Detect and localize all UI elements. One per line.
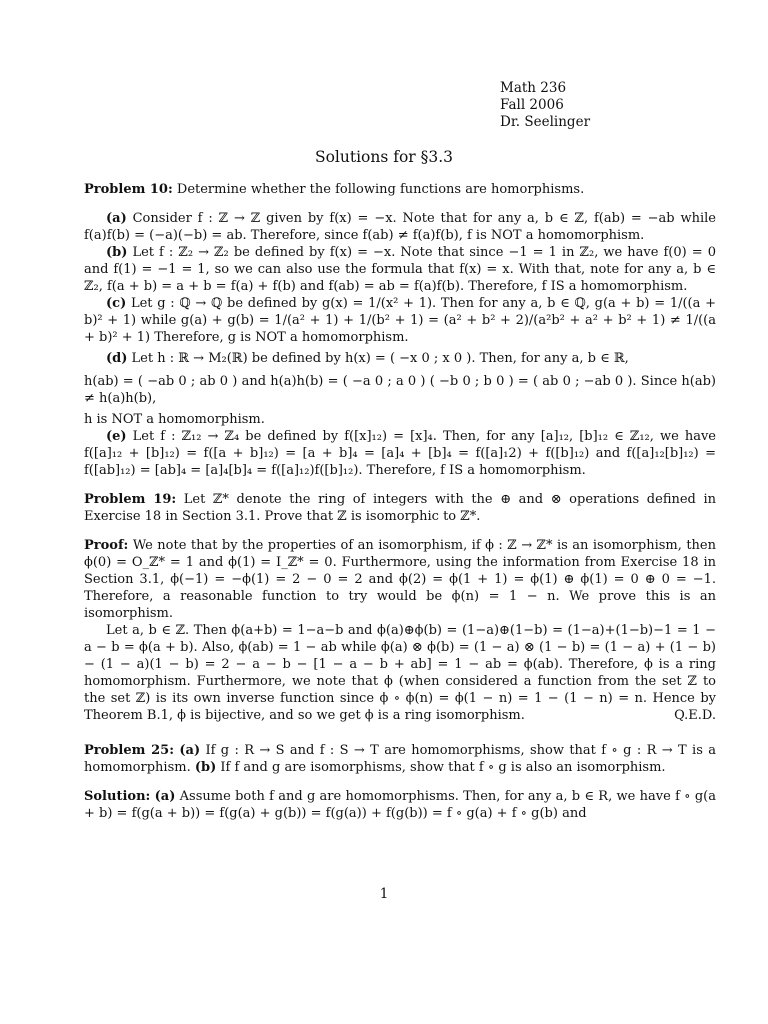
problem-10a: (a) Consider f : ℤ → ℤ given by f(x) = −x. Note that for any a, b ∈ ℤ, f(ab) = −ab while f(a)f(b) = (−a)(−b) = ab. Therefore, since f(ab) ≠ f(a)f(b), f is NOT a homomorphism. <box>84 211 716 243</box>
problem-10d: (d) Let h : ℝ → M₂(ℝ) be defined by h(x) = ( −x 0 ; x 0 ). Then, for any a, b ∈ ℝ, <box>106 351 629 366</box>
proof-label: Proof: <box>84 538 129 553</box>
proof-paragraph-2: Let a, b ∈ ℤ. Then ϕ(a+b) = 1−a−b and ϕ(a)⊕ϕ(b) = (1−a)⊕(1−b) = (1−a)+(1−b)−1 = 1 − a − b = ϕ(a + b). Also, ϕ(ab) = 1 − ab while ϕ(a) ⊗ ϕ(b) = (1 − a) ⊗ (1 − b) = (1 − a) + (1 − b) − (1 − a)(1 − b) = 2 − a − b − [1 − a − b + ab] = 1 − ab = ϕ(ab). Therefore, ϕ is a ring homomorphism. Furthermore, we note that ϕ (when considered a function from the set ℤ to the set ℤ) is its own inverse function since ϕ ∘ ϕ(n) = ϕ(1 − n) = 1 − (1 − n) = n. Hence by Theorem B.1, ϕ is bijective, and so we get ϕ is a ring isomorphism. Q.E.D. <box>84 623 716 723</box>
problem-19-label: Problem 19: <box>84 492 177 507</box>
instructor: Dr. Seelinger <box>500 114 591 130</box>
problem-10c: (c) Let g : ℚ → ℚ be defined by g(x) = 1/(x² + 1). Then for any a, b ∈ ℚ, g(a + b) = 1/((a + b)² + 1) while g(a) + g(b) = 1/(a² + 1) + 1/(b² + 1) = (a² + b² + 2)/(a²b² + a² + b² + 1) ≠ 1/((a + b)² + 1) Therefore, g is NOT a homomorphism. <box>84 296 716 345</box>
solution-paragraph: Solution: (a) Assume both f and g are homomorphisms. Then, for any a, b ∈ R, we have f ∘ g(a + b) = f(g(a + b)) = f(g(a) + g(b)) = f(g(a)) + f(g(b)) = f ∘ g(a) + f ∘ g(b) and <box>84 789 716 821</box>
problem-10d-conclusion: h is NOT a homomorphism. <box>84 412 265 427</box>
qed-mark: Q.E.D. <box>674 708 716 723</box>
problem-10-statement: Problem 10: Determine whether the following functions are homorphisms. <box>84 182 585 197</box>
problem-10e: (e) Let f : ℤ₁₂ → ℤ₄ be defined by f([x]₁₂) = [x]₄. Then, for any [a]₁₂, [b]₁₂ ∈ ℤ₁₂, we have f([a]₁₂ + [b]₁₂) = f([a + b]₁₂) = [a + b]₄ = [a]₄ + [b]₄ = f([a]₁2) + f([b]₁₂) and f([a]₁₂[b]₁₂) = f([ab]₁₂) = [ab]₄ = [a]₄[b]₄ = f([a]₁₂)f([b]₁₂). Therefore, f IS a homomorphism. <box>84 429 716 478</box>
problem-25-statement: Problem 25: (a) If g : R → S and f : S → T are homomorphisms, show that f ∘ g : R → T is a homomorphism. (b) If f and g are isomorphisms, show that f ∘ g is also an isomorphism. <box>84 743 716 775</box>
problem-10b: (b) Let f : ℤ₂ → ℤ₂ be defined by f(x) = −x. Note that since −1 = 1 in ℤ₂, we have f(0) = 0 and f(1) = −1 = 1, so we can also use the formula that f(x) = x. With that, note for any a, b ∈ ℤ₂, f(a + b) = a + b = f(a) + f(b) and f(ab) = ab = f(a)f(b). Therefore, f IS a homomorphism. <box>84 245 716 294</box>
course-name: Math 236 <box>500 80 567 96</box>
document-body <box>84 181 716 822</box>
problem-10d-matrices: h(ab) = ( −ab 0 ; ab 0 ) and h(a)h(b) = ( −a 0 ; a 0 ) ( −b 0 ; b 0 ) = ( ab 0 ; −ab 0 ). Since h(ab) ≠ h(a)h(b), <box>84 374 716 406</box>
problem-10-label: Problem 10: <box>84 182 173 197</box>
page-title: Solutions for §3.3 <box>314 148 454 166</box>
proof-paragraph-1: Proof: We note that by the properties of an isomorphism, if ϕ : ℤ → ℤ* is an isomorphism, then ϕ(0) = O_ℤ* = 1 and ϕ(1) = I_ℤ* = 0. Furthermore, using the information from Exercise 18 in Section 3.1, ϕ(−1) = −ϕ(1) = 2 − 0 = 2 and ϕ(2) = ϕ(1 + 1) = ϕ(1) ⊕ ϕ(1) = 0 ⊕ 0 = −1. Therefore, a reasonable function to try would be ϕ(n) = 1 − n. We prove this is an isomorphism. <box>84 538 716 621</box>
problem-19-statement: Problem 19: Let ℤ* denote the ring of integers with the ⊕ and ⊗ operations defined in Exercise 18 in Section 3.1. Prove that ℤ is isomorphic to ℤ*. <box>84 492 716 524</box>
course-header <box>500 80 590 131</box>
solution-label: Solution: <box>84 789 151 804</box>
page-number: 1 <box>379 886 389 902</box>
term: Fall 2006 <box>500 97 564 113</box>
problem-25-label: Problem 25: <box>84 743 174 758</box>
